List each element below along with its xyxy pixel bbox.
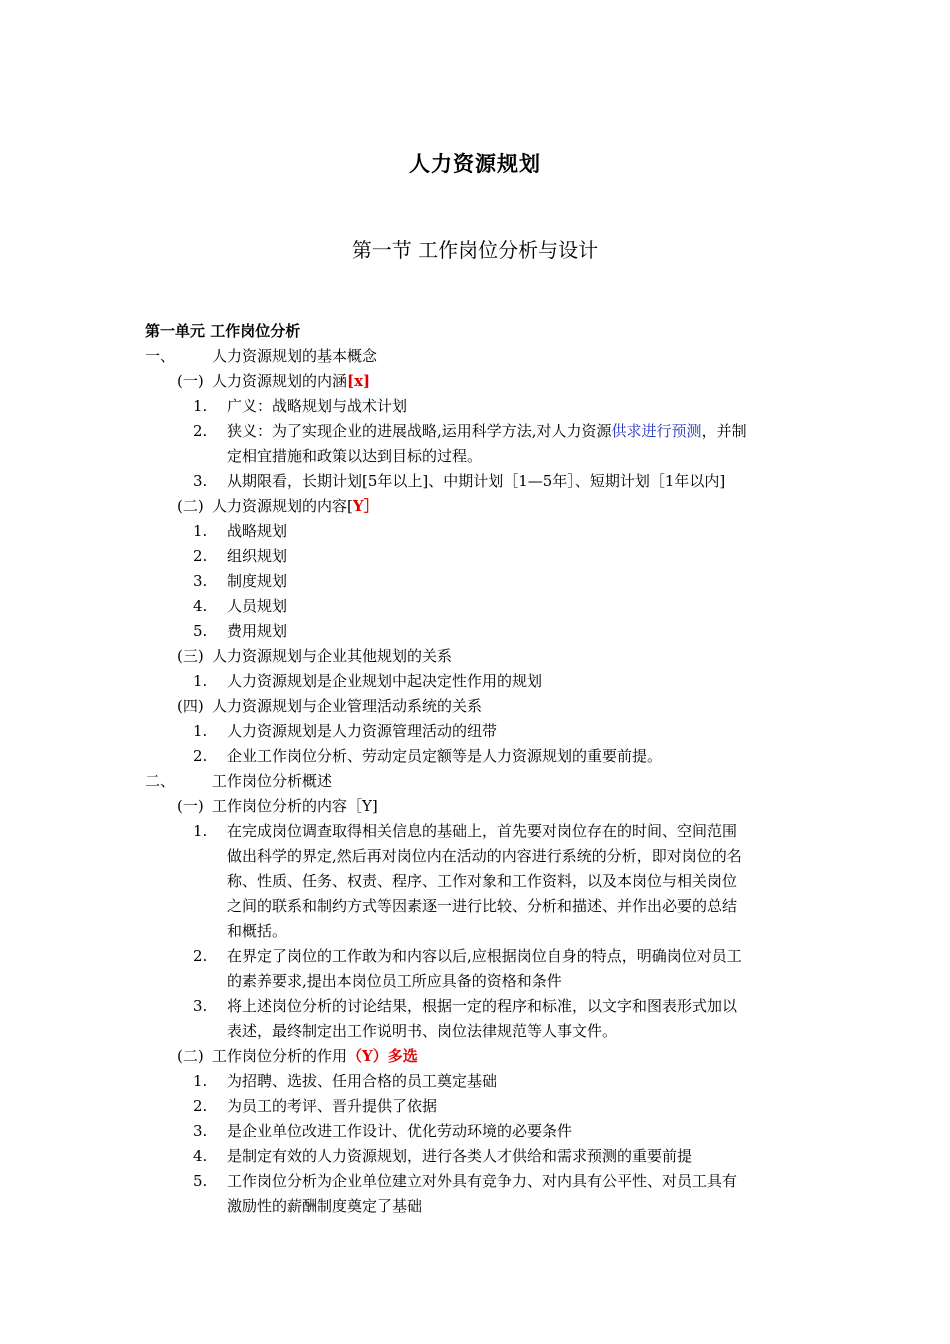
heading-level2 [0,694,950,719]
item-number: 1. [193,672,208,690]
item-text: 企业工作岗位分析、劳动定员定额等是人力资源规划的重要前提。 [227,747,663,765]
item-text: 人力资源规划是人力资源管理活动的纽带 [227,722,498,740]
list-item [0,719,950,744]
item-number: 1. [193,822,208,840]
item-number: 3. [193,472,208,490]
item-text-part: ，并制 [701,422,747,440]
list-item [0,569,950,594]
item-number: 1. [193,397,208,415]
list-item-continuation [0,894,950,919]
item-text: 人员规划 [227,597,288,615]
list-item [0,819,950,844]
heading-level1 [0,769,950,794]
item-text: 之间的联系和制约方式等因素逐一进行比较、分析和描述、并作出必要的总结 [227,897,738,915]
list-item [0,1119,950,1144]
list-item [0,594,950,619]
heading-label: 工作岗位分析的作用 [212,1047,348,1065]
item-text: 在界定了岗位的工作敢为和内容以后,应根据岗位自身的特点，明确岗位对员工 [227,947,742,965]
heading-number: (二) [177,497,204,515]
heading-number: (一) [177,372,204,390]
heading-text: 工作岗位分析的内容［Y] [212,797,378,815]
item-text: 战略规划 [227,522,288,540]
list-item [0,1144,950,1169]
item-number: 5. [193,1172,208,1190]
item-text: 激励性的薪酬制度奠定了基础 [227,1197,423,1215]
heading-level2 [0,494,950,519]
heading-number: 二、 [145,772,176,790]
heading-level2 [0,1044,950,1069]
heading-number: (三) [177,647,204,665]
item-number: 2. [193,422,208,440]
item-number: 1. [193,522,208,540]
tag-marker: （Y）多选 [347,1047,418,1065]
item-number: 1. [193,1072,208,1090]
item-text: 工作岗位分析为企业单位建立对外具有竞争力、对内具有公平性、对员工具有 [227,1172,738,1190]
item-number: 2. [193,947,208,965]
content-list [0,819,950,1044]
item-text: 在完成岗位调查取得相关信息的基础上，首先要对岗位存在的时间、空间范围 [227,822,738,840]
item-text: 是制定有效的人力资源规划，进行各类人才供给和需求预测的重要前提 [227,1147,693,1165]
list-item [0,1069,950,1094]
list-item [0,619,950,644]
list-item [0,744,950,769]
document-body [0,319,950,1219]
list-item [0,419,950,444]
item-text: 将上述岗位分析的讨论结果，根据一定的程序和标准，以文字和图表形式加以 [227,997,738,1015]
list-item [0,1169,950,1194]
list-item [0,944,950,969]
unit-heading: 第一单元 工作岗位分析 [145,322,301,340]
item-text: 制度规划 [227,572,288,590]
list-item [0,1094,950,1119]
content-list [0,1069,950,1219]
item-number: 2. [193,747,208,765]
list-item-continuation [0,969,950,994]
item-text: 从期限看，长期计划[5年以上]、中期计划［1—5年］、短期计划［1年以内] [227,472,726,490]
item-text: 为员工的考评、晋升提供了依据 [227,1097,438,1115]
item-text: 称、性质、任务、权责、程序、工作对象和工作资料，以及本岗位与相关岗位 [227,872,738,890]
item-text: 组织规划 [227,547,288,565]
list-item-continuation [0,1019,950,1044]
item-number: 2. [193,1097,208,1115]
item-number: 1. [193,722,208,740]
item-number: 2. [193,547,208,565]
heading-text [212,1044,418,1069]
tag-marker: [x] [347,372,371,390]
list-item [0,519,950,544]
list-item [0,469,950,494]
item-text: 人力资源规划是企业规划中起决定性作用的规划 [227,672,543,690]
list-item [0,544,950,569]
heading-text: 工作岗位分析概述 [212,772,333,790]
heading-text: 人力资源规划与企业其他规划的关系 [212,647,453,665]
item-text: 定相宜措施和政策以达到目标的过程。 [227,447,483,465]
heading-level2 [0,644,950,669]
heading-text: 人力资源规划与企业管理活动系统的关系 [212,697,483,715]
item-text [227,419,747,444]
list-item [0,669,950,694]
item-number: 4. [193,597,208,615]
heading-number: (一) [177,797,204,815]
document-title: 人力资源规划 [409,152,541,176]
item-text: 广义：战略规划与战术计划 [227,397,408,415]
list-item [0,394,950,419]
item-number: 4. [193,1147,208,1165]
item-text: 做出科学的界定,然后再对岗位内在活动的内容进行系统的分析，即对岗位的名 [227,847,742,865]
heading-level2 [0,369,950,394]
item-number: 3. [193,1122,208,1140]
list-item [0,994,950,1019]
item-text-part: 狭义：为了实现企业的进展战略,运用科学方法,对人力资源 [227,422,612,440]
heading-text: 人力资源规划的基本概念 [212,347,378,365]
content-list [0,519,950,644]
heading-level2 [0,794,950,819]
highlighted-text: 供求进行预测 [611,422,702,440]
item-number: 5. [193,622,208,640]
item-text: 费用规划 [227,622,288,640]
list-item-continuation [0,844,950,869]
item-text: 为招聘、选拔、任用合格的员工奠定基础 [227,1072,498,1090]
item-number: 3. [193,997,208,1015]
heading-level1 [0,344,950,369]
list-item-continuation [0,444,950,469]
list-item-continuation [0,1194,950,1219]
item-text: 的素养要求,提出本岗位员工所应具备的资格和条件 [227,972,562,990]
heading-number: (二) [177,1047,204,1065]
heading-label: 人力资源规划的内涵 [212,372,348,390]
heading-text [212,369,370,394]
heading-number: 一、 [145,347,176,365]
item-text: 和概括。 [227,922,288,940]
heading-label: 人力资源规划的内容[ [212,497,353,515]
list-item-continuation [0,869,950,894]
heading-text [212,494,379,519]
item-number: 3. [193,572,208,590]
heading-number: (四) [177,697,204,715]
item-text: 表述，最终制定出工作说明书、岗位法律规范等人事文件。 [227,1022,618,1040]
section-heading: 第一节 工作岗位分析与设计 [351,238,599,262]
tag-marker: Y］ [352,497,379,515]
item-text: 是企业单位改进工作设计、优化劳动环境的必要条件 [227,1122,573,1140]
list-item-continuation [0,919,950,944]
